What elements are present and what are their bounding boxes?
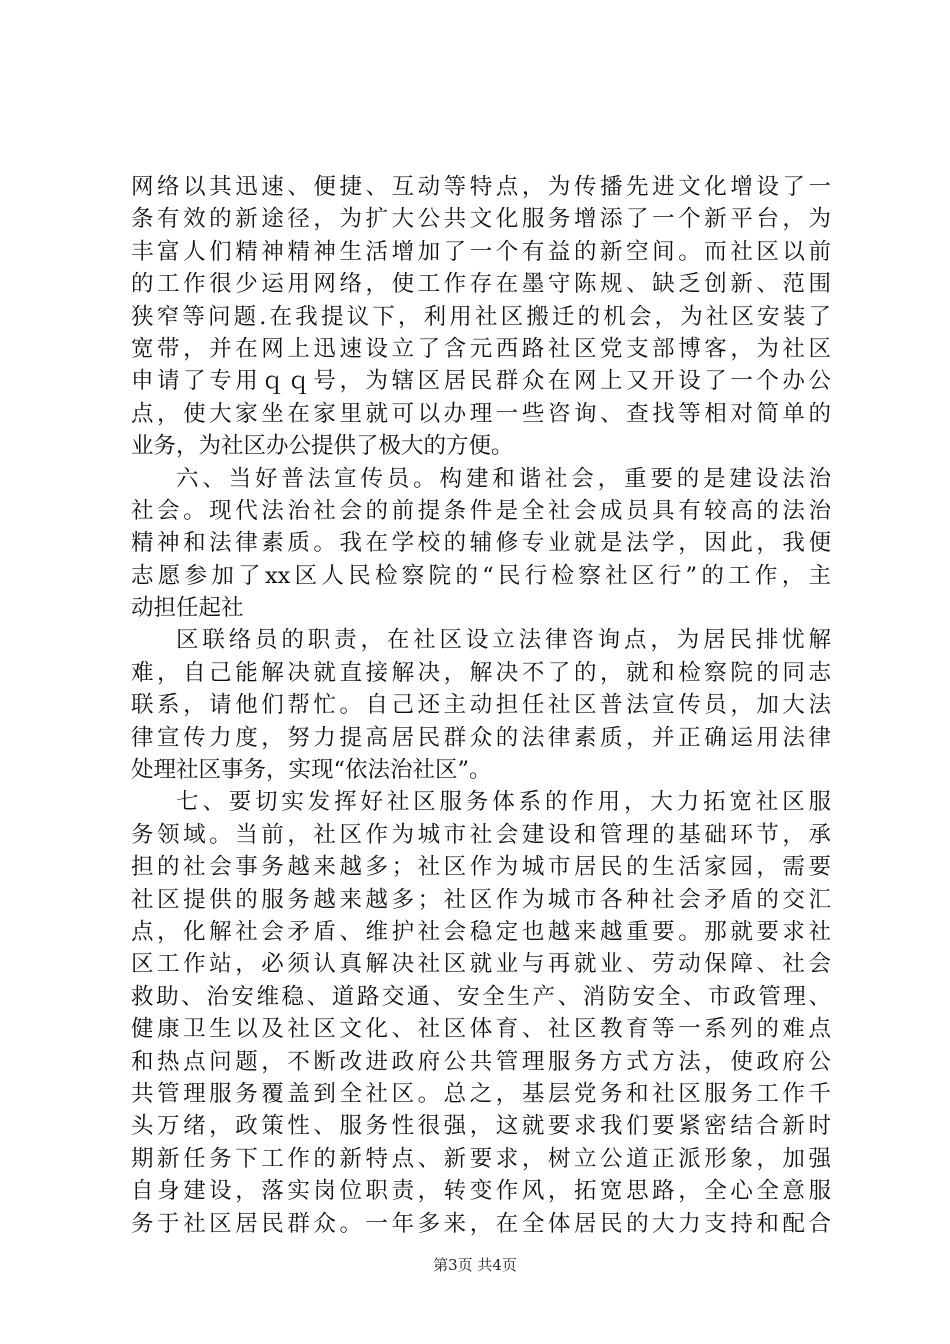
text-line: 担的社会事务越来越多；社区作为城市居民的生活家园，需要 (131, 854, 831, 881)
text-line: 七、要切实发挥好社区服务体系的作用，大力拓宽社区服 (176, 789, 831, 816)
text-line: 务领域。当前，社区作为城市社会建设和管理的基础环节，承 (131, 821, 831, 848)
text-line: 处理社区事务，实现“依法治社区”。 (131, 757, 492, 784)
text-line: 业务，为社区办公提供了极大的方便。 (131, 433, 514, 460)
page-number-label: 第3页 共4页 (433, 1256, 517, 1274)
text-line: 点，化解社会矛盾、维护社会稳定也越来越重要。那就要求社 (131, 918, 831, 945)
text-line: 宽带，并在网上迅速设立了含元西路社区党支部博客，为社区 (131, 335, 831, 362)
text-line: 区联络员的职责，在社区设立法律咨询点，为居民排忧解 (176, 627, 831, 654)
text-line: 丰富人们精神精神生活增加了一个有益的新空间。而社区以前 (131, 238, 831, 265)
text-line: 条有效的新途径，为扩大公共文化服务增添了一个新平台，为 (131, 206, 831, 233)
text-line: 和热点问题，不断改进政府公共管理服务方式方法，使政府公 (131, 1048, 831, 1075)
text-line: 区工作站，必须认真解决社区就业与再就业、劳动保障、社会 (131, 951, 831, 978)
text-line: 健康卫生以及社区文化、社区体育、社区教育等一系列的难点 (131, 1016, 831, 1043)
text-line: 精神和法律素质。我在学校的辅修专业就是法学，因此，我便 (131, 530, 831, 557)
text-line: 社区提供的服务越来越多；社区作为城市各种社会矛盾的交汇 (131, 886, 831, 913)
text-line: 联系，请他们帮忙。自己还主动担任社区普法宣传员，加大法 (131, 692, 831, 719)
text-line: 申请了专用ｑｑ号，为辖区居民群众在网上又开设了一个办公 (131, 368, 831, 395)
text-line: 六、当好普法宣传员。构建和谐社会，重要的是建设法治 (176, 465, 831, 492)
text-line: 志愿参加了xx区人民检察院的“民行检察社区行”的工作，主 (131, 562, 831, 589)
text-line: 律宣传力度，努力提高居民群众的法律素质，并正确运用法律 (131, 724, 831, 751)
text-line: 网络以其迅速、便捷、互动等特点，为传播先进文化增设了一 (131, 174, 831, 200)
text-line: 务于社区居民群众。一年多来，在全体居民的大力支持和配合 (131, 1210, 831, 1237)
text-line: 点，使大家坐在家里就可以办理一些咨询、查找等相对简单的 (131, 400, 831, 427)
document-body (131, 171, 831, 1240)
text-line: 头万绪，政策性、服务性很强，这就要求我们要紧密结合新时 (131, 1113, 831, 1140)
text-line: 难，自己能解决就直接解决，解决不了的，就和检察院的同志 (131, 659, 831, 686)
text-line: 社会。现代法治社会的前提条件是全社会成员具有较高的法治 (131, 497, 831, 524)
text-line: 的工作很少运用网络，使工作存在墨守陈规、缺乏创新、范围 (131, 271, 831, 298)
text-line: 自身建设，落实岗位职责，转变作风，拓宽思路，全心全意服 (131, 1178, 831, 1205)
text-line: 救助、治安维稳、道路交通、安全生产、消防安全、市政管理、 (131, 983, 831, 1010)
page-footer (0, 1254, 950, 1275)
text-line: 动担任起社 (131, 595, 244, 622)
text-line: 狭窄等问题.在我提议下，利用社区搬迁的机会，为社区安装了 (131, 303, 831, 330)
text-line: 期新任务下工作的新特点、新要求，树立公道正派形象，加强 (131, 1145, 831, 1172)
text-line: 共管理服务覆盖到全社区。总之，基层党务和社区服务工作千 (131, 1080, 831, 1107)
